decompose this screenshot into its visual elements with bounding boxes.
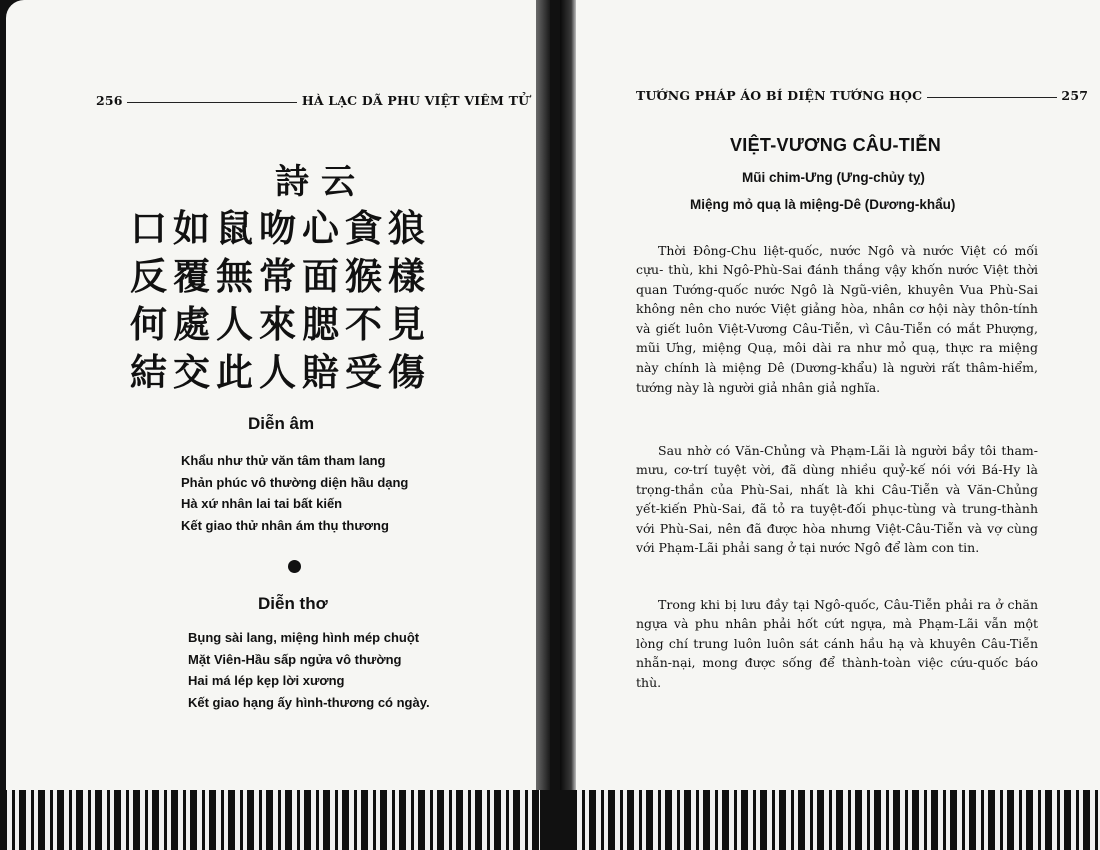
left-page — [6, 0, 536, 790]
chinese-line: 何處人來腮不見 — [130, 302, 431, 346]
chapter-title: VIỆT-VƯƠNG CÂU-TIỄN — [730, 135, 941, 155]
subtitle-mouth: Miệng mỏ quạ là miệng-Dê (Dương-khẩu) — [690, 197, 956, 212]
verse-line: Mặt Viên-Hầu sấp ngửa vô thường — [188, 651, 402, 667]
header-rule — [127, 102, 297, 103]
left-running-head — [96, 93, 529, 108]
dien-am-verse — [181, 450, 408, 536]
section-bullet — [288, 560, 301, 573]
dien-am-heading: Diễn âm — [248, 414, 315, 433]
paragraph: Sau nhờ có Văn-Chủng và Phạm-Lãi là người bầy tôi tham-mưu, cơ-trí tuyệt vời, đã dùng nhiều quỷ-kế nói với Bá-Hy là trọng-thần của Phù-Sai, nhất là khi Câu-Tiễn và Văn-Chủng yết-kiến Phù-Sai, đã tỏ ra tuyệt-đối phục-tùng và trung-thành với Phù-Sai, nên đã được hòa nhưng Việt-Câu-Tiễn và vợ cùng với Phạm-Lãi phải sang ở tại nước Ngô để làm con tin. — [636, 442, 1038, 556]
header-rule — [927, 97, 1057, 98]
chinese-poem — [130, 160, 490, 396]
left-running-title: HÀ LẠC DÃ PHU VIỆT VIÊM TỬ — [301, 93, 530, 108]
chinese-line: 反覆無常面猴樣 — [130, 254, 431, 298]
paragraph: Thời Đông-Chu liệt-quốc, nước Ngô và nước Việt có mối cựu- thù, khi Ngô-Phù-Sai đánh thắng vậy khốn nước Việt thời quan Tướng-quốc nước Ngô là Ngũ-viên, khuyên Vua Phù-Sai không nên cho nước Việt giảng hòa, nhân cơ hội này thôn-tính và giết luôn Việt-Vương Câu-Tiễn, vì Câu-Tiễn có mắt Phượng, mũi Ưng, miệng Quạ, môi dài ra như mỏ quạ, thực ra miệng này chính là miệng Dê (Dương-khẩu) là người rất thâm-hiểm, tướng này là người giả nhân giả nghĩa. — [636, 242, 1038, 395]
scan-gutter-gap — [540, 790, 576, 850]
left-gutter-shadow — [536, 0, 550, 790]
right-running-title: TƯỚNG PHÁP ÁO BÍ DIỆN TƯỚNG HỌC — [636, 88, 923, 103]
right-page — [576, 0, 1100, 790]
paragraph: Trong khi bị lưu đầy tại Ngô-quốc, Câu-Tiễn phải ra ở chăn ngựa và phu nhân phải hốt cứt ngựa, mà Phạm-Lãi vẫn một lòng chí trung luôn luôn sát cánh hầu hạ và khuyên Câu-Tiễn nhẫn-nại, mong được sống để thành-toàn việc cứu-quốc báo thù. — [636, 596, 1038, 690]
verse-line: Bụng sài lang, miệng hình mép chuột — [188, 630, 420, 645]
right-gutter-shadow — [560, 0, 576, 790]
poem-title: 詩云 — [275, 162, 367, 202]
left-page-number: 256 — [96, 93, 123, 108]
dien-tho-verse — [188, 627, 430, 713]
dien-tho-heading: Diễn thơ — [258, 594, 328, 613]
verse-line: Khẩu như thử văn tâm tham lang — [181, 453, 386, 468]
subtitle-nose: Mũi chim-Ưng (Ưng-chủy tỵ) — [742, 170, 925, 185]
verse-line: Hà xứ nhân lai tai bất kiến — [181, 496, 343, 511]
right-running-head — [636, 88, 1088, 103]
chinese-line: 結交此人賠受傷 — [130, 350, 431, 394]
verse-line: Hai má lép kẹp lời xương — [188, 673, 345, 688]
right-page-number: 257 — [1061, 88, 1089, 103]
verse-line: Kết giao hạng ấy hình-thương có ngày. — [188, 694, 430, 710]
chinese-line: 口如鼠吻心貪狼 — [130, 206, 431, 250]
verse-line: Phản phúc vô thường diện hầu dạng — [181, 474, 409, 490]
verse-line: Kết giao thử nhân ám thụ thương — [181, 517, 389, 533]
